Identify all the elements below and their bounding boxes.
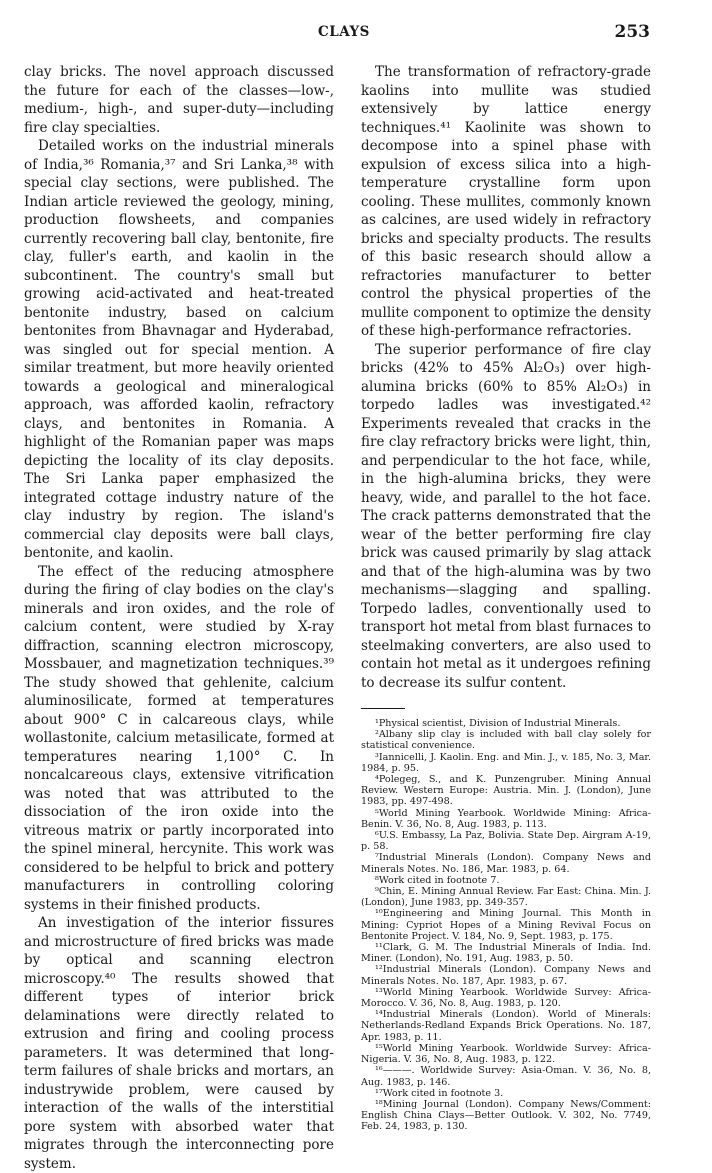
left-column bbox=[24, 63, 334, 1173]
running-title: CLAYS bbox=[318, 24, 370, 40]
footnotes bbox=[361, 718, 651, 1133]
footnote: ¹⁸Mining Journal (London). Company News/Comment: English China Clays—Better Outlook. V. 302, No. 7749, Feb. 24, 1983, p. 130. bbox=[361, 1098, 651, 1133]
paragraph: The transformation of refractory-grade kaolins into mullite was studied extensively by lattice energy techniques.⁴¹ Kaolinite was shown to decompose into a spinel phase with expulsion of excess silica into a high-temperature crystalline form upon cooling. These mullites, commonly known as calcines, are used widely in refractory bricks and specialty products. The results of this basic research should allow a refractories manufacturer to better control the physical properties of the mullite component to optimize the density of these high-performance refractories. bbox=[361, 64, 651, 339]
paragraph: The effect of the reducing atmosphere during the firing of clay bodies on the clay's minerals and iron oxides, and the role of calcium content, were studied by X-ray diffraction, scanning electron microscopy, Mossbauer, and magnetization techniques.³⁹ The study showed that gehlenite, calcium aluminosilicate, formed at temperatures about 900° C in calcareous clays, while wollastonite, calcium metasilicate, formed at temperatures nearing 1,100° C. In noncalcareous clays, extensive vitrification was noted that was attributed to the dissociation of the iron oxide into the vitreous matrix or partly incorporated into the spinel mineral, hercynite. This work was considered to be helpful to brick and pottery manufacturers in controlling coloring systems in their finished products. bbox=[24, 563, 334, 913]
footnote: ⁴Polegeg, S., and K. Punzengruber. Mining Annual Review. Western Europe: Austria. Min. J. (London), June 1983, pp. 497-498. bbox=[361, 774, 651, 808]
page-header bbox=[0, 22, 712, 46]
footnote: ¹⁴Industrial Minerals (London). World of Minerals: Netherlands-Redland Expands Brick Operations. No. 187, Apr. 1983, p. 11. bbox=[361, 1009, 651, 1043]
footnote: ⁹Chin, E. Mining Annual Review. Far East: China. Min. J. (London), June 1983, pp. 349-357. bbox=[361, 886, 651, 909]
footnote: ²Albany slip clay is included with ball clay solely for statistical convenience. bbox=[361, 729, 651, 752]
footnote: ¹⁷Work cited in footnote 3. bbox=[375, 1087, 504, 1099]
paragraph: Detailed works on the industrial minerals of India,³⁶ Romania,³⁷ and Sri Lanka,³⁸ with special clay sections, were published. The Indian article reviewed the geology, mining, production flowsheets, and companies currently recovering ball clay, bentonite, fire clay, fuller's earth, and kaolin in the subcontinent. The country's small but growing acid-activated and heat-treated bentonite industry, based on calcium bentonites from Bhavnagar and Hyderabad, was singled out for special mention. A similar treatment, but more heavily oriented towards a geological and mineralogical approach, was afforded kaolin, refractory clays, and bentonites in Romania. A highlight of the Romanian paper was maps depicting the locality of its clay deposits. The Sri Lanka paper emphasized the integrated cottage industry nature of the clay industry by region. The island's commercial clay deposits were ball clays, bentonite, and kaolin. bbox=[24, 138, 334, 561]
paragraph: The superior performance of fire clay bricks (42% to 45% Al₂O₃) over high-alumina bricks (60% to 85% Al₂O₃) in torpedo ladles was investigated.⁴² Experiments revealed that cracks in the fire clay refractory bricks were light, thin, and perpendicular to the hot face, while, in the high-alumina bricks, they were heavy, wide, and parallel to the hot face. The crack patterns demonstrated that the wear of the better performing fire clay brick was caused primarily by slag attack and that of the high-alumina was by two mechanisms—slagging and spalling. Torpedo ladles, conventionally used to transport hot metal from blast furnaces to steelmaking converters, are also used to contain hot metal as it undergoes refining to decrease its sulfur content. bbox=[361, 341, 651, 691]
footnote: ⁸Work cited in footnote 7. bbox=[375, 874, 500, 886]
footnote: ⁷Industrial Minerals (London). Company News and Minerals Notes. No. 186, Mar. 1983, p. 64. bbox=[361, 852, 651, 875]
paragraph: clay bricks. The novel approach discussed the future for each of the classes—low-, medium-, high-, and super-duty—including fire clay specialties. bbox=[24, 64, 334, 136]
page-number: 253 bbox=[614, 22, 650, 42]
paragraph: An investigation of the interior fissures and microstructure of fired bricks was made by optical and scanning electron microscopy.⁴⁰ The results showed that different types of interior brick delaminations were directly related to extrusion and firing and cooling process parameters. It was determined that long-term failures of shale bricks and mortars, an industrywide problem, were caused by interaction of the walls of the interstitial pore system with absorbed water that migrates through the interconnecting pore system. bbox=[24, 915, 334, 1172]
footnote-divider bbox=[361, 708, 405, 709]
footnote: ¹⁵World Mining Yearbook. Worldwide Survey: Africa-Nigeria. V. 36, No. 8, Aug. 1983, p. 122. bbox=[361, 1042, 651, 1066]
footnote: ¹⁰Engineering and Mining Journal. This Month in Mining: Cypriot Hopes of a Mining Revival Focus on Bentonite Project. V. 184, No. 9, Sept. 1983, p. 175. bbox=[361, 908, 651, 942]
footnote: ¹⁶———. Worldwide Survey: Asia-Oman. V. 36, No. 8, Aug. 1983, p. 146. bbox=[361, 1065, 651, 1088]
right-column bbox=[361, 63, 651, 1133]
footnote: ¹Physical scientist, Division of Industrial Minerals. bbox=[375, 718, 621, 729]
footnote: ¹³World Mining Yearbook. Worldwide Survey: Africa-Morocco. V. 36, No. 8, Aug. 1983, p. 120. bbox=[361, 986, 651, 1010]
footnote: ⁵World Mining Yearbook. Worldwide Mining: Africa-Benin. V. 36, No. 8, Aug. 1983, p. 113. bbox=[361, 807, 651, 830]
footnote: ⁶U.S. Embassy, La Paz, Bolivia. State Dep. Airgram A-19, p. 58. bbox=[361, 830, 651, 853]
footnote: ¹¹Clark, G. M. The Industrial Minerals of India. Ind. Miner. (London), No. 191, Aug. 1983, p. 50. bbox=[361, 942, 651, 965]
footnote: ³Iannicelli, J. Kaolin. Eng. and Min. J., v. 185, No. 3, Mar. 1984, p. 95. bbox=[361, 751, 651, 774]
footnote: ¹²Industrial Minerals (London). Company News and Minerals Notes. No. 187, Apr. 1983, p. 67. bbox=[361, 964, 651, 987]
